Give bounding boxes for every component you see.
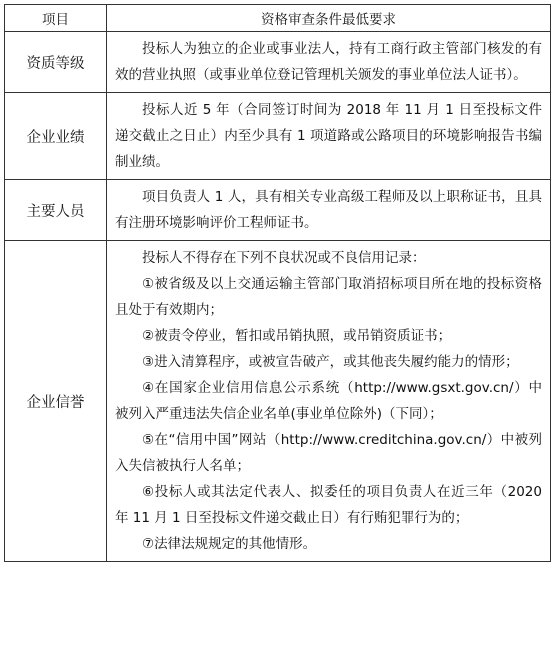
qualification-table (4, 4, 551, 562)
credit-item-7: ⑦法律法规规定的其他情形。 (142, 536, 317, 552)
row-label-personnel: 主要人员 (5, 180, 107, 241)
credit-item-1: ①被省级及以上交通运输主管部门取消招标项目所在地的投标资格且处于有效期内； (115, 276, 542, 318)
row-label-performance: 企业业绩 (5, 93, 107, 180)
credit-intro: 投标人不得存在下列不良状况或不良信用记录： (142, 250, 426, 266)
requirement-text: 投标人近 5 年（合同签订时间为 2018 年 11 月 1 日至投标文件递交截止之日止）内至少具有 1 项道路或公路项目的环境影响报告书编制业绩。 (115, 102, 542, 170)
credit-item-4: ④在国家企业信用信息公示系统（http://www.gsxt.gov.cn/）中被列入严重违法失信企业名单(事业单位除外)（下同）； (115, 380, 542, 422)
row-content-credit (107, 241, 551, 562)
requirement-text: 项目负责人 1 人，具有相关专业高级工程师及以上职称证书，且具有注册环境影响评价工程师证书。 (115, 189, 542, 231)
table-header-row (5, 5, 551, 32)
credit-item-5: ⑤在“信用中国”网站（http://www.creditchina.gov.cn/）中被列入失信被执行人名单； (115, 432, 542, 474)
requirement-text: 投标人为独立的企业或事业法人，持有工商行政主管部门核发的有效的营业执照（或事业单位登记管理机关颁发的事业单位法人证书）。 (115, 41, 542, 83)
table-row (5, 180, 551, 241)
table-row (5, 93, 551, 180)
table-row (5, 32, 551, 93)
row-content-performance (107, 93, 551, 180)
row-label-qualification: 资质等级 (5, 32, 107, 93)
table-row (5, 241, 551, 562)
credit-item-6: ⑥投标人或其法定代表人、拟委任的项目负责人在近三年（2020 年 11 月 1 日至投标文件递交截止日）有行贿犯罪行为的； (115, 484, 542, 526)
credit-item-3: ③进入清算程序，或被宣告破产，或其他丧失履约能力的情形； (142, 354, 519, 370)
credit-item-2: ②被责令停业，暂扣或吊销执照，或吊销资质证书； (142, 328, 452, 344)
header-item: 项目 (5, 5, 107, 32)
row-content-qualification (107, 32, 551, 93)
row-content-personnel (107, 180, 551, 241)
header-requirements: 资格审查条件最低要求 (107, 5, 551, 32)
row-label-credit: 企业信誉 (5, 241, 107, 562)
